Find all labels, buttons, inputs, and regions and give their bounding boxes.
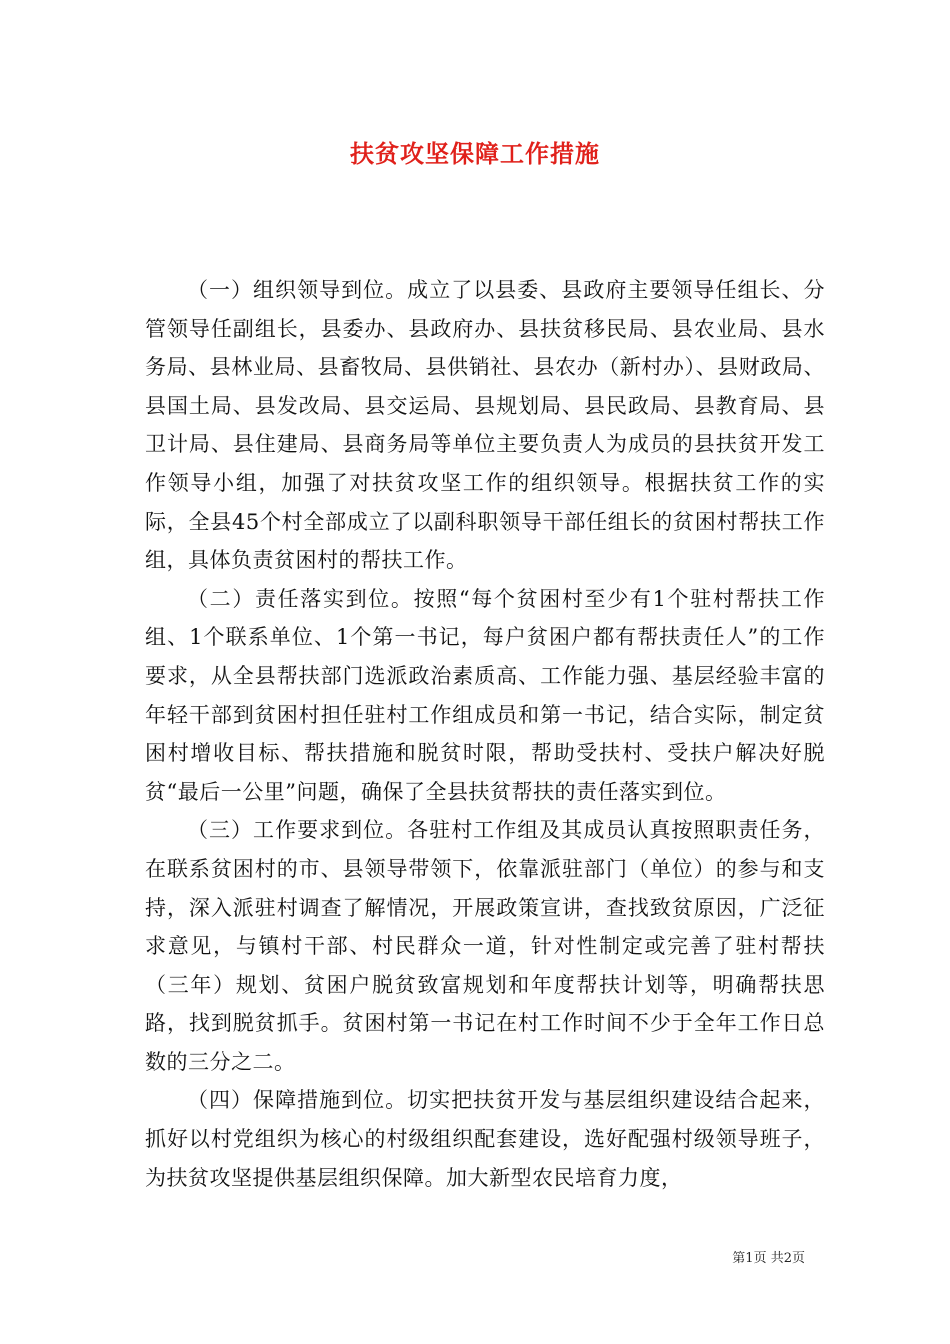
document-title: 扶贫攻坚保障工作措施 <box>350 139 600 168</box>
paragraph-safeguards: （四）保障措施到位。切实把扶贫开发与基层组织建设结合起来，抓好以村党组织为核心的村级组织配套建设，选好配强村级领导班子，为扶贫攻坚提供基层组织保障。加大新型农民培育力度， <box>145 1088 825 1190</box>
page-total: 2 <box>783 1251 792 1266</box>
document-body <box>145 271 825 1197</box>
page-prefix: 第 <box>732 1251 746 1266</box>
paragraph-organization: （一）组织领导到位。成立了以县委、县政府主要领导任组长、分管领导任副组长，县委办、县政府办、县扶贫移民局、县农业局、县水务局、县林业局、县畜牧局、县供销社、县农办（新村办）、县财政局、县国土局、县发改局、县交运局、县规划局、县民政局、县教育局、县卫计局、县住建局、县商务局等单位主要负责人为成员的县扶贫开发工作领导小组，加强了对扶贫攻坚工作的组织领导。根据扶贫工作的实际，全县45个村全部成立了以副科职领导干部任组长的贫困村帮扶工作组，具体负责贫困村的帮扶工作。 <box>145 278 825 573</box>
paragraph-work-requirements: （三）工作要求到位。各驻村工作组及其成员认真按照职责任务，在联系贫困村的市、县领导带领下，依靠派驻部门（单位）的参与和支持，深入派驻村调查了解情况，开展政策宣讲，查找致贫原因，广泛征求意见，与镇村干部、村民群众一道，针对性制定或完善了驻村帮扶（三年）规划、贫困户脱贫致富规划和年度帮扶计划等，明确帮扶思路，找到脱贫抓手。贫困村第一书记在村工作时间不少于全年工作日总数的三分之二。 <box>145 818 825 1074</box>
page-current: 1 <box>745 1251 754 1266</box>
page-mid: 页 共 <box>753 1251 784 1266</box>
page-suffix: 页 <box>791 1251 805 1266</box>
paragraph-responsibility: （二）责任落实到位。按照“每个贫困村至少有1个驻村帮扶工作组、1个联系单位、1个第一书记，每户贫困户都有帮扶责任人”的工作要求，从全县帮扶部门选派政治素质高、工作能力强、基层经验丰富的年轻干部到贫困村担任驻村工作组成员和第一书记，结合实际，制定贫困村增收目标、帮扶措施和脱贫时限，帮助受扶村、受扶户解决好脱贫“最后一公里”问题，确保了全县扶贫帮扶的责任落实到位。 <box>145 586 825 804</box>
page-number-footer <box>732 1247 805 1266</box>
